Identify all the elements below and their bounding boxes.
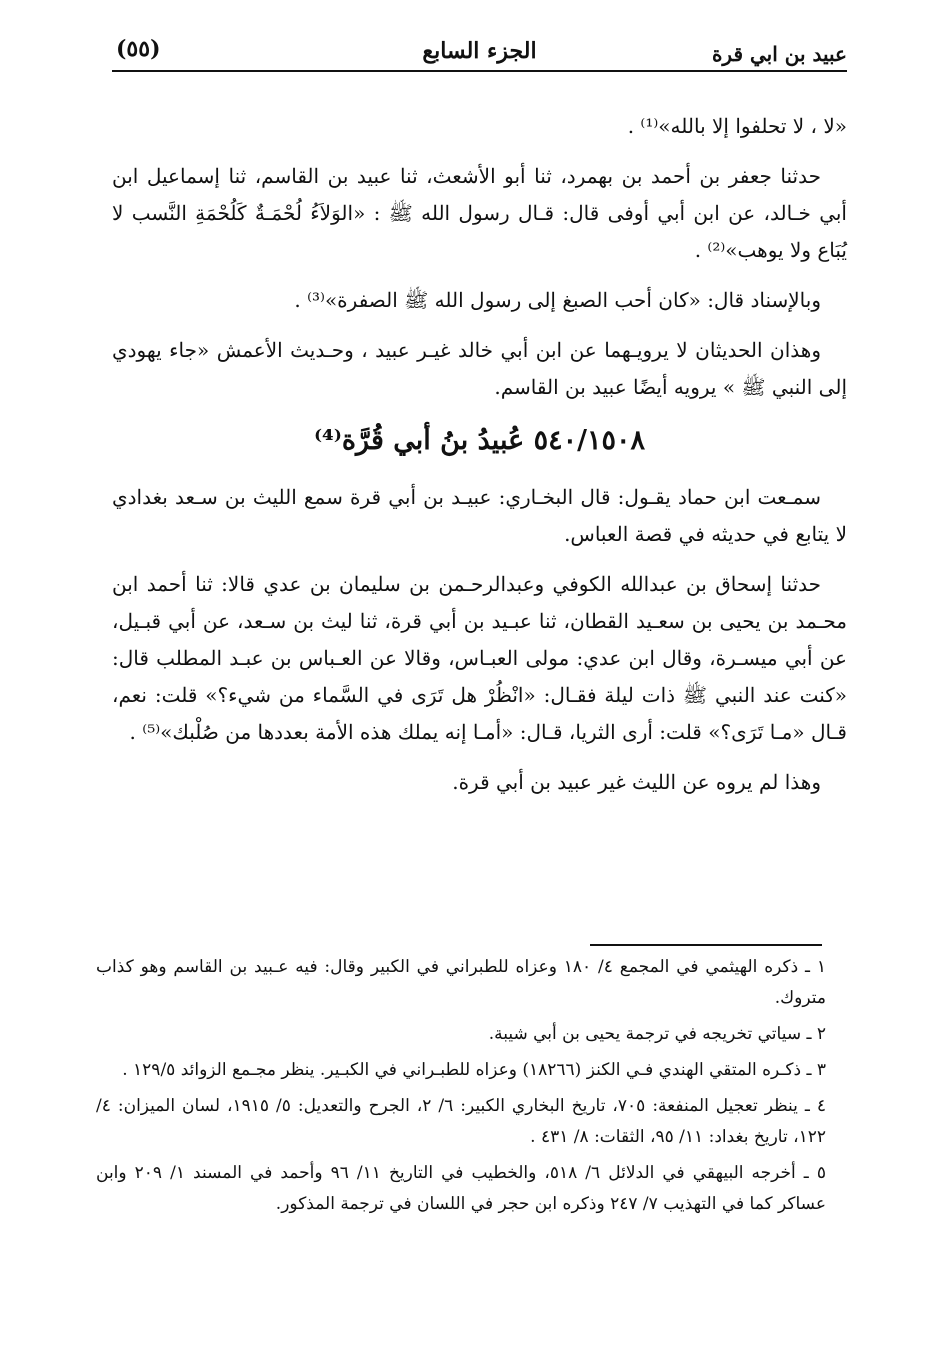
page-header xyxy=(112,30,847,70)
footnote-3: ٣ ـ ذكـره المتقي الهندي فـي الكنز (١٨٢٦٦) وعزاه للطبـراني في الكبـير. ينظر مجـمع الزوائد ١٢٩/٥ . xyxy=(122,1060,826,1080)
footnote-rule xyxy=(590,944,822,946)
entry-title: ٥٤٠/١٥٠٨ عُبيدُ بنُ أبي قُرَّة⁽⁴⁾ xyxy=(313,425,645,456)
footnotes xyxy=(96,952,826,1225)
paragraph-7: وهذا لم يروه عن الليث غير عبيد بن أبي قرة. xyxy=(452,770,821,794)
paragraph-1: «لا ، لا تحلفوا إلا بالله»⁽¹⁾ . xyxy=(627,114,847,138)
footnote-2: ٢ ـ سياتي تخريجه في ترجمة يحيى بن أبي شيبة. xyxy=(488,1024,826,1044)
paragraph-4: وهذان الحديثان لا يرويـهما عن ابن أبي خالد غيـر عبيد ، وحـديث الأعمش «جاء يهودي إلى النبي ﷺ » يرويه أيضًا عبيد بن القاسم. xyxy=(112,338,847,399)
running-title: عبيد بن ابي قرة xyxy=(711,42,847,66)
paragraph-2: حدثنا جعفر بن أحمد بن بهمرد، ثنا أبو الأشعث، ثنا عبيد بن القاسم، ثنا إسماعيل ابن أبي خـالد، عن ابن أبي أوفى قال: قـال رسول الله ﷺ : «الوَلاَءُ لُحْمَـةٌ كَلُحْمَةِ النَّسب لا يُبَاع ولا يوهب»⁽²⁾ . xyxy=(112,164,847,262)
footnote-1: ١ ـ ذكره الهيثمي في المجمع ٤/ ١٨٠ وعزاه للطبراني في الكبير وقال: فيه عـبيد بن القاسم وهو كذاب متروك. xyxy=(96,957,826,1008)
part-title: الجزء السابع xyxy=(422,38,537,64)
paragraph-6: حدثنا إسحاق بن عبدالله الكوفي وعبدالرحـمن بن سليمان بن عدي قالا: ثنا أحمد ابن محـمد بن يحيى بن سعـيد القطان، ثنا عبـيد بن أبي قرة، ثنا ليث بن سـعد، عن أبي قبـيل، عن أبي ميسـرة، وقال ابن عدي: مولى العبـاس، وقالا عن العـباس بن عبـد المطلب قال: «كنت عند النبي ﷺ ذات ليلة فقـال: «انْظُرْ هل تَرَى في السَّماء من شيء؟» قلت: نعم، قـال «مـا تَرَى؟» قلت: أرى الثريا، قـال: «أمـا إنه يملك هذه الأمة بعددها من صُلْبك»⁽⁵⁾ . xyxy=(112,572,847,744)
header-rule xyxy=(112,70,847,72)
page-number: (٥٥) xyxy=(116,36,161,62)
footnote-5: ٥ ـ أخرجه البيهقي في الدلائل ٦/ ٥١٨، والخطيب في التاريخ ١١/ ٩٦ وأحمد في المسند ١/ ٢٠٩ وابن عساكر كما في التهذيب ٧/ ٢٤٧ وذكره ابن حجر في اللسان في ترجمة المذكور. xyxy=(96,1163,826,1214)
paragraph-5: سمـعت ابن حماد يقـول: قال البخـاري: عبيـد بن أبي قرة سمع الليث بن سـعد بغدادي لا يتابع في حديثه في قصة العباس. xyxy=(112,485,847,546)
paragraph-3: وبالإسناد قال: «كان أحب الصبغ إلى رسول الله ﷺ الصفرة»⁽³⁾ . xyxy=(294,288,821,312)
footnote-4: ٤ ـ ينظر تعجيل المنفعة: ٧٠٥، تاريخ البخاري الكبير: ٦/ ٢، الجرح والتعديل: ٥/ ١٩١٥، لسان الميزان: ٤/ ١٢٢، تاريخ بغداد: ١١/ ٩٥، الثقات: ٨/ ٤٣١ . xyxy=(96,1096,826,1147)
main-text xyxy=(112,108,847,814)
